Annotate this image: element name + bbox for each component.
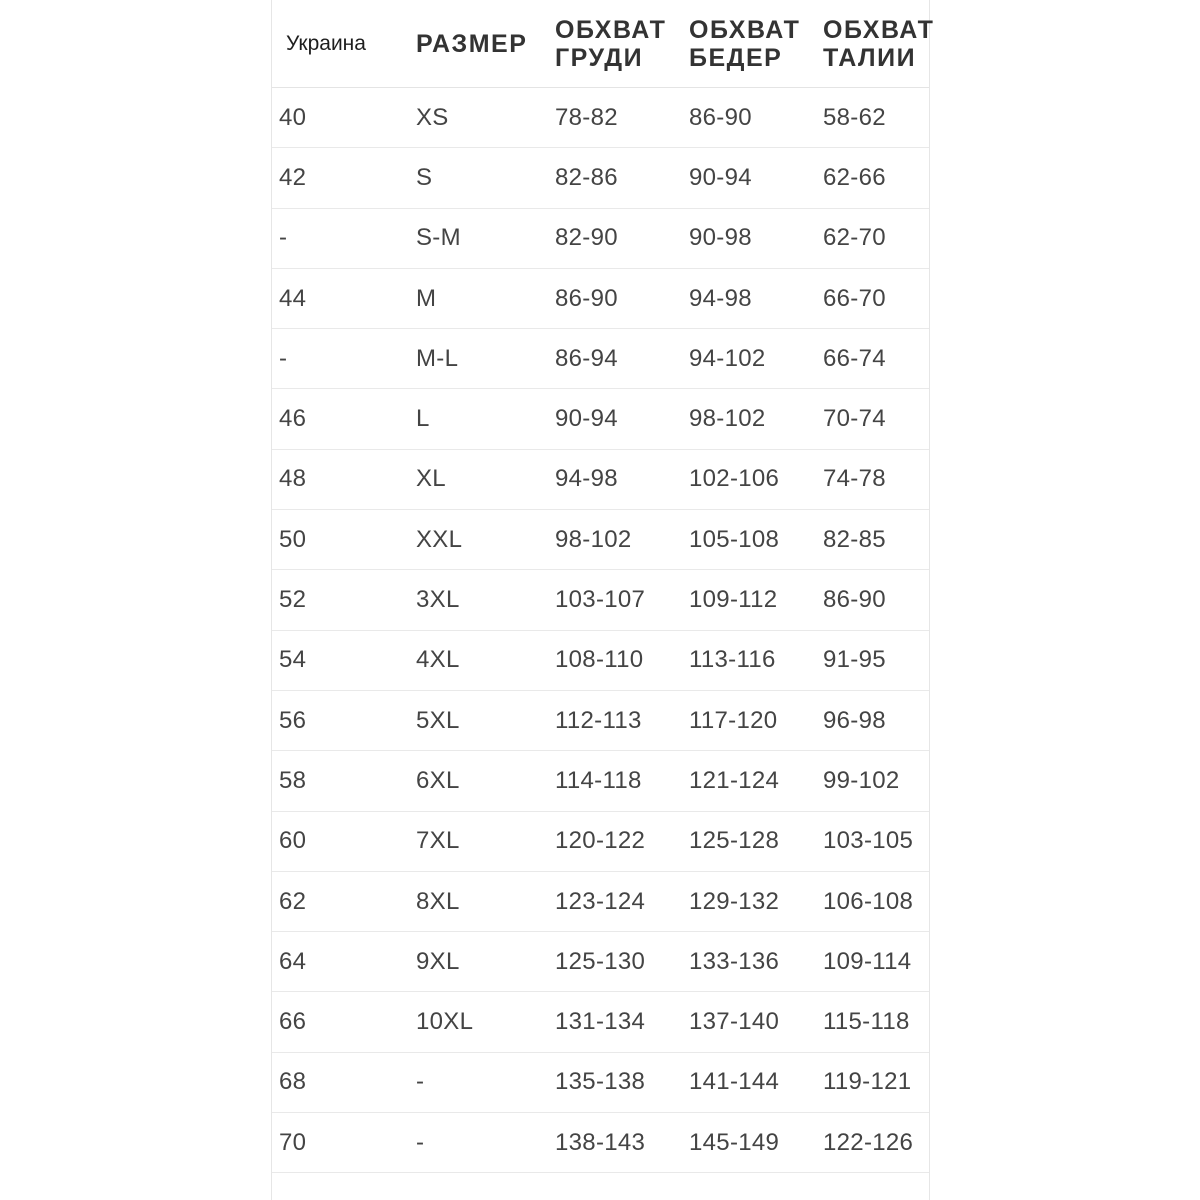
cell-waist: 66-70 xyxy=(816,268,929,328)
cell-size: 8XL xyxy=(409,871,548,931)
cell-waist: 99-102 xyxy=(816,751,929,811)
cell-ukraine-size: 58 xyxy=(272,751,409,811)
table-row xyxy=(272,992,929,1052)
header-waist-line2: ТАЛИИ xyxy=(823,43,917,72)
cell-size: - xyxy=(409,1113,548,1173)
cell-hips: 121-124 xyxy=(682,751,816,811)
table-row xyxy=(272,932,929,992)
table-row xyxy=(272,389,929,449)
table-row xyxy=(272,510,929,570)
cell-size: 10XL xyxy=(409,992,548,1052)
cell-waist: 122-126 xyxy=(816,1113,929,1173)
cell-waist: 115-118 xyxy=(816,992,929,1052)
cell-hips: 125-128 xyxy=(682,811,816,871)
header-chest-line2: ГРУДИ xyxy=(555,43,644,72)
cell-hips: 113-116 xyxy=(682,630,816,690)
cell-waist: 119-121 xyxy=(816,1052,929,1112)
cell-ukraine-size: - xyxy=(272,329,409,389)
cell-waist: 86-90 xyxy=(816,570,929,630)
cell-hips: 90-94 xyxy=(682,148,816,208)
cell-waist: 106-108 xyxy=(816,871,929,931)
cell-chest: 135-138 xyxy=(548,1052,682,1112)
cell-hips: 145-149 xyxy=(682,1113,816,1173)
cell-chest: 123-124 xyxy=(548,871,682,931)
cell-size: S xyxy=(409,148,548,208)
cell-waist: 96-98 xyxy=(816,690,929,750)
cell-waist: 91-95 xyxy=(816,630,929,690)
header-hips-line1: ОБХВАТ xyxy=(689,15,801,44)
cell-waist: 109-114 xyxy=(816,932,929,992)
cell-size: M xyxy=(409,268,548,328)
cell-size: 4XL xyxy=(409,630,548,690)
table-row xyxy=(272,751,929,811)
cell-size: S-M xyxy=(409,208,548,268)
cell-chest: 120-122 xyxy=(548,811,682,871)
cell-size: XS xyxy=(409,88,548,148)
cell-chest: 82-90 xyxy=(548,208,682,268)
table-body xyxy=(272,88,929,1173)
cell-chest: 90-94 xyxy=(548,389,682,449)
cell-hips: 109-112 xyxy=(682,570,816,630)
cell-waist: 103-105 xyxy=(816,811,929,871)
cell-chest: 86-90 xyxy=(548,268,682,328)
cell-waist: 70-74 xyxy=(816,389,929,449)
cell-size: XL xyxy=(409,449,548,509)
cell-waist: 62-66 xyxy=(816,148,929,208)
cell-ukraine-size: 66 xyxy=(272,992,409,1052)
cell-size: 9XL xyxy=(409,932,548,992)
header-chest-line1: ОБХВАТ xyxy=(555,15,667,44)
cell-ukraine-size: - xyxy=(272,208,409,268)
table-header xyxy=(272,0,935,88)
cell-chest: 103-107 xyxy=(548,570,682,630)
cell-hips: 94-102 xyxy=(682,329,816,389)
table-row xyxy=(272,148,929,208)
cell-ukraine-size: 46 xyxy=(272,389,409,449)
table-row xyxy=(272,690,929,750)
cell-waist: 62-70 xyxy=(816,208,929,268)
cell-chest: 112-113 xyxy=(548,690,682,750)
table-row xyxy=(272,630,929,690)
cell-waist: 58-62 xyxy=(816,88,929,148)
cell-ukraine-size: 64 xyxy=(272,932,409,992)
cell-hips: 141-144 xyxy=(682,1052,816,1112)
header-size: РАЗМЕР xyxy=(409,0,548,88)
header-waist xyxy=(816,0,935,88)
header-country: Украина xyxy=(272,0,409,88)
cell-hips: 137-140 xyxy=(682,992,816,1052)
cell-size: 3XL xyxy=(409,570,548,630)
cell-ukraine-size: 60 xyxy=(272,811,409,871)
cell-ukraine-size: 40 xyxy=(272,88,409,148)
cell-hips: 102-106 xyxy=(682,449,816,509)
size-table xyxy=(272,0,935,1173)
cell-hips: 117-120 xyxy=(682,690,816,750)
cell-chest: 98-102 xyxy=(548,510,682,570)
cell-size: 7XL xyxy=(409,811,548,871)
cell-ukraine-size: 70 xyxy=(272,1113,409,1173)
table-row xyxy=(272,1052,929,1112)
cell-hips: 105-108 xyxy=(682,510,816,570)
table-row xyxy=(272,811,929,871)
cell-ukraine-size: 52 xyxy=(272,570,409,630)
cell-size: - xyxy=(409,1052,548,1112)
table-row xyxy=(272,1113,929,1173)
cell-ukraine-size: 62 xyxy=(272,871,409,931)
cell-hips: 94-98 xyxy=(682,268,816,328)
cell-chest: 82-86 xyxy=(548,148,682,208)
cell-waist: 82-85 xyxy=(816,510,929,570)
cell-waist: 74-78 xyxy=(816,449,929,509)
cell-chest: 108-110 xyxy=(548,630,682,690)
cell-chest: 94-98 xyxy=(548,449,682,509)
cell-size: 5XL xyxy=(409,690,548,750)
table-row xyxy=(272,570,929,630)
table-row xyxy=(272,871,929,931)
header-waist-line1: ОБХВАТ xyxy=(823,15,935,44)
header-chest xyxy=(548,0,682,88)
header-hips-line2: БЕДЕР xyxy=(689,43,783,72)
cell-size: 6XL xyxy=(409,751,548,811)
cell-waist: 66-74 xyxy=(816,329,929,389)
table-row xyxy=(272,449,929,509)
table-row xyxy=(272,88,929,148)
cell-ukraine-size: 48 xyxy=(272,449,409,509)
cell-hips: 86-90 xyxy=(682,88,816,148)
header-row xyxy=(272,0,929,88)
header-hips xyxy=(682,0,816,88)
cell-hips: 129-132 xyxy=(682,871,816,931)
cell-size: M-L xyxy=(409,329,548,389)
cell-chest: 138-143 xyxy=(548,1113,682,1173)
cell-chest: 78-82 xyxy=(548,88,682,148)
table-row xyxy=(272,329,929,389)
cell-hips: 90-98 xyxy=(682,208,816,268)
cell-hips: 98-102 xyxy=(682,389,816,449)
cell-chest: 131-134 xyxy=(548,992,682,1052)
table-row xyxy=(272,268,929,328)
cell-size: XXL xyxy=(409,510,548,570)
cell-ukraine-size: 50 xyxy=(272,510,409,570)
cell-ukraine-size: 44 xyxy=(272,268,409,328)
cell-hips: 133-136 xyxy=(682,932,816,992)
table-row xyxy=(272,208,929,268)
cell-size: L xyxy=(409,389,548,449)
cell-chest: 114-118 xyxy=(548,751,682,811)
cell-ukraine-size: 68 xyxy=(272,1052,409,1112)
cell-ukraine-size: 54 xyxy=(272,630,409,690)
cell-chest: 86-94 xyxy=(548,329,682,389)
cell-ukraine-size: 56 xyxy=(272,690,409,750)
size-chart xyxy=(271,0,935,1200)
cell-ukraine-size: 42 xyxy=(272,148,409,208)
cell-chest: 125-130 xyxy=(548,932,682,992)
